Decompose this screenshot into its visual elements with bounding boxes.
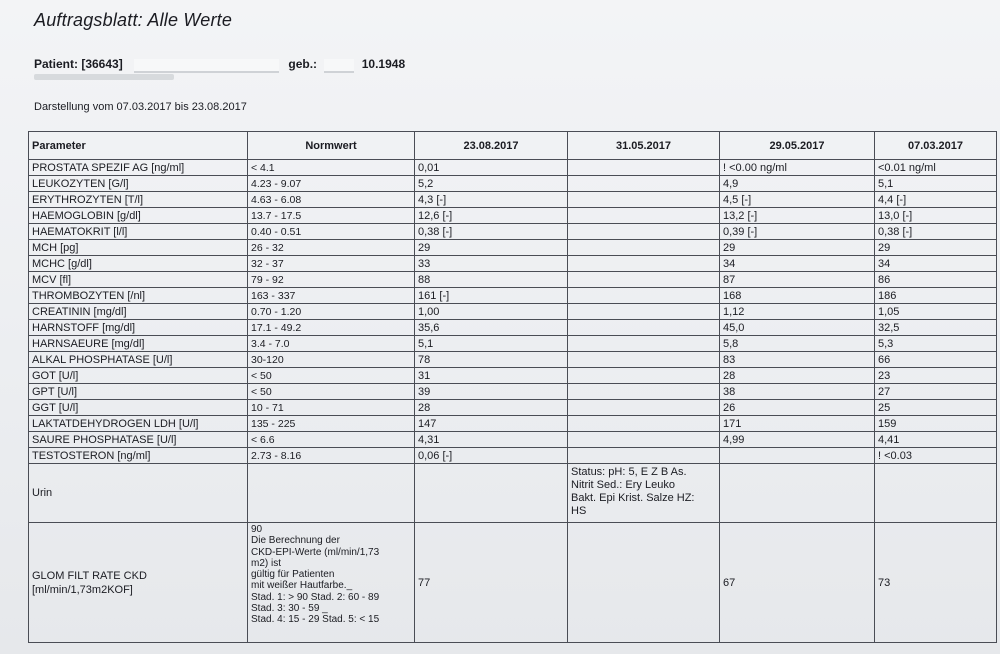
header-date-3: 29.05.2017: [720, 132, 875, 160]
value-cell: 13,0 [-]: [875, 208, 997, 224]
parameter-cell: HAEMOGLOBIN [g/dl]: [29, 208, 248, 224]
parameter-cell-gfr: [29, 523, 248, 643]
header-parameter: Parameter: [29, 132, 248, 160]
value-cell: 4,5 [-]: [720, 192, 875, 208]
redacted-dob-day: [324, 59, 354, 71]
norm-cell: 163 - 337: [248, 288, 415, 304]
value-cell: 0,38 [-]: [415, 224, 568, 240]
value-cell: 38: [720, 384, 875, 400]
header-date-1: 23.08.2017: [415, 132, 568, 160]
value-cell-urin: [720, 464, 875, 523]
norm-cell: < 50: [248, 368, 415, 384]
value-cell: [568, 336, 720, 352]
value-cell: 66: [875, 352, 997, 368]
urin-status-line: Status: pH: 5, E Z B As.: [571, 466, 687, 478]
value-cell: [568, 400, 720, 416]
parameter-cell: MCH [pg]: [29, 240, 248, 256]
patient-label: Patient: [36643]: [34, 57, 123, 71]
value-cell: 28: [720, 368, 875, 384]
value-cell: 33: [415, 256, 568, 272]
value-cell: [568, 272, 720, 288]
value-cell: 31: [415, 368, 568, 384]
value-cell: 78: [415, 352, 568, 368]
norm-cell: 0.70 - 1.20: [248, 304, 415, 320]
value-cell: 4,9: [720, 176, 875, 192]
norm-cell: 4.63 - 6.08: [248, 192, 415, 208]
parameter-cell: LAKTATDEHYDROGEN LDH [U/l]: [29, 416, 248, 432]
gfr-note-line: m2) ist: [251, 557, 281, 569]
table-row: [29, 160, 997, 176]
urin-status-cell: [568, 464, 720, 523]
page-title: Auftragsblatt: Alle Werte: [34, 10, 233, 30]
lab-results-table: [28, 131, 997, 643]
value-cell: 83: [720, 352, 875, 368]
value-cell: 26: [720, 400, 875, 416]
gfr-label-line: [ml/min/1,73m2KOF]: [32, 583, 133, 596]
gfr-note-line: CKD-EPI-Werte (ml/min/1,73: [251, 546, 380, 558]
value-cell: 34: [875, 256, 997, 272]
value-cell: 168: [720, 288, 875, 304]
value-cell: 0,01: [415, 160, 568, 176]
value-cell: 5,1: [415, 336, 568, 352]
urin-status-line: Nitrit Sed.: Ery Leuko: [571, 479, 675, 491]
parameter-cell: ALKAL PHOSPHATASE [U/l]: [29, 352, 248, 368]
table-row: [29, 448, 997, 464]
value-cell: 45,0: [720, 320, 875, 336]
value-cell: 87: [720, 272, 875, 288]
table-row: [29, 384, 997, 400]
header-date-2: 31.05.2017: [568, 132, 720, 160]
value-cell: 5,2: [415, 176, 568, 192]
value-cell: 0,06 [-]: [415, 448, 568, 464]
header-normwert: Normwert: [248, 132, 415, 160]
parameter-cell: HAEMATOKRIT [l/l]: [29, 224, 248, 240]
value-cell-gfr: 77: [415, 523, 568, 643]
value-cell: 86: [875, 272, 997, 288]
norm-cell: 4.23 - 9.07: [248, 176, 415, 192]
table-row-gfr: [29, 523, 997, 643]
value-cell: 88: [415, 272, 568, 288]
parameter-cell: SAURE PHOSPHATASE [U/l]: [29, 432, 248, 448]
redacted-address: [34, 74, 174, 80]
value-cell: [568, 240, 720, 256]
value-cell: ! <0.03: [875, 448, 997, 464]
value-cell: 4,4 [-]: [875, 192, 997, 208]
norm-cell: 135 - 225: [248, 416, 415, 432]
parameter-cell: HARNSAEURE [mg/dl]: [29, 336, 248, 352]
parameter-cell: HARNSTOFF [mg/dl]: [29, 320, 248, 336]
gfr-note-line: Stad. 3: 30 - 59 _: [251, 603, 328, 615]
value-cell: 161 [-]: [415, 288, 568, 304]
norm-cell-urin: [248, 464, 415, 523]
table-row: [29, 176, 997, 192]
gfr-note-line: Stad. 1: > 90 Stad. 2: 60 - 89: [251, 591, 380, 603]
table-row-urin: [29, 464, 997, 523]
value-cell: [568, 208, 720, 224]
parameter-cell: TESTOSTERON [ng/ml]: [29, 448, 248, 464]
table-row: [29, 416, 997, 432]
norm-cell: 3.4 - 7.0: [248, 336, 415, 352]
value-cell: 32,5: [875, 320, 997, 336]
value-cell-gfr: 67: [720, 523, 875, 643]
value-cell: 23: [875, 368, 997, 384]
table-row: [29, 304, 997, 320]
value-cell: 39: [415, 384, 568, 400]
norm-cell: < 6.6: [248, 432, 415, 448]
value-cell: 159: [875, 416, 997, 432]
norm-cell: 13.7 - 17.5: [248, 208, 415, 224]
value-cell: [568, 288, 720, 304]
table-row: [29, 272, 997, 288]
table-row: [29, 288, 997, 304]
table-row: [29, 368, 997, 384]
gfr-label-line: GLOM FILT RATE CKD: [32, 569, 147, 582]
table-row: [29, 208, 997, 224]
value-cell: [568, 352, 720, 368]
norm-cell: 2.73 - 8.16: [248, 448, 415, 464]
value-cell: 4,31: [415, 432, 568, 448]
value-cell: [568, 224, 720, 240]
gfr-note-line: gültig für Patienten: [251, 569, 335, 581]
value-cell: 28: [415, 400, 568, 416]
value-cell: [720, 448, 875, 464]
table-row: [29, 192, 997, 208]
parameter-cell: GOT [U/l]: [29, 368, 248, 384]
table-row: [29, 320, 997, 336]
value-cell: ! <0.00 ng/ml: [720, 160, 875, 176]
value-cell: 0,39 [-]: [720, 224, 875, 240]
value-cell: 186: [875, 288, 997, 304]
norm-cell: 30-120: [248, 352, 415, 368]
parameter-cell: GPT [U/l]: [29, 384, 248, 400]
urin-status-line: HS: [571, 505, 587, 517]
value-cell-urin: [415, 464, 568, 523]
value-cell: 1,12: [720, 304, 875, 320]
value-cell: 25: [875, 400, 997, 416]
value-cell: 4,41: [875, 432, 997, 448]
parameter-cell: CREATININ [mg/dl]: [29, 304, 248, 320]
norm-cell: 32 - 37: [248, 256, 415, 272]
value-cell: [568, 320, 720, 336]
value-cell: [568, 160, 720, 176]
value-cell: 13,2 [-]: [720, 208, 875, 224]
table-row: [29, 256, 997, 272]
value-cell-gfr: 73: [875, 523, 997, 643]
norm-cell: 0.40 - 0.51: [248, 224, 415, 240]
norm-cell: 10 - 71: [248, 400, 415, 416]
norm-cell: 26 - 32: [248, 240, 415, 256]
parameter-cell: GGT [U/l]: [29, 400, 248, 416]
value-cell: 29: [875, 240, 997, 256]
value-cell: 4,99: [720, 432, 875, 448]
table-row: [29, 352, 997, 368]
norm-cell: 17.1 - 49.2: [248, 320, 415, 336]
patient-line: [34, 57, 405, 71]
dob-label: geb.:: [288, 57, 318, 71]
parameter-cell: LEUKOZYTEN [G/l]: [29, 176, 248, 192]
value-cell-urin: [875, 464, 997, 523]
value-cell: 1,05: [875, 304, 997, 320]
value-cell: [568, 368, 720, 384]
parameter-cell: MCHC [g/dl]: [29, 256, 248, 272]
urin-status-line: Bakt. Epi Krist. Salze HZ:: [571, 492, 695, 504]
gfr-note-line: Stad. 4: 15 - 29 Stad. 5: < 15: [251, 614, 380, 626]
value-cell: [568, 384, 720, 400]
parameter-cell: ERYTHROZYTEN [T/l]: [29, 192, 248, 208]
norm-cell: 79 - 92: [248, 272, 415, 288]
value-cell: [568, 448, 720, 464]
gfr-note-line: 90: [251, 524, 263, 535]
table-row: [29, 224, 997, 240]
value-cell: 34: [720, 256, 875, 272]
value-cell: 171: [720, 416, 875, 432]
norm-cell: < 4.1: [248, 160, 415, 176]
norm-cell: < 50: [248, 384, 415, 400]
table-header-row: [29, 132, 997, 160]
redacted-name: [134, 59, 279, 71]
table-row: [29, 240, 997, 256]
header-date-4: 07.03.2017: [875, 132, 997, 160]
gfr-note-line: Die Berechnung der: [251, 535, 340, 547]
table-row: [29, 336, 997, 352]
value-cell: [568, 192, 720, 208]
value-cell: 4,3 [-]: [415, 192, 568, 208]
value-cell: 27: [875, 384, 997, 400]
gfr-note-line: mit weißer Hautfarbe._: [251, 580, 353, 592]
value-cell: 0,38 [-]: [875, 224, 997, 240]
value-cell: [568, 416, 720, 432]
date-range-text: Darstellung vom 07.03.2017 bis 23.08.2017: [34, 101, 247, 113]
parameter-cell-urin: Urin: [29, 464, 248, 523]
norm-cell-gfr: [248, 523, 415, 643]
value-cell: 5,1: [875, 176, 997, 192]
table-row: [29, 432, 997, 448]
table-row: [29, 400, 997, 416]
value-cell: 147: [415, 416, 568, 432]
dob-value: 10.1948: [361, 57, 406, 71]
value-cell: 29: [720, 240, 875, 256]
value-cell: 1,00: [415, 304, 568, 320]
value-cell: [568, 256, 720, 272]
parameter-cell: MCV [fl]: [29, 272, 248, 288]
value-cell: 12,6 [-]: [415, 208, 568, 224]
parameter-cell: THROMBOZYTEN [/nl]: [29, 288, 248, 304]
parameter-cell: PROSTATA SPEZIF AG [ng/ml]: [29, 160, 248, 176]
value-cell: [568, 432, 720, 448]
value-cell: 5,3: [875, 336, 997, 352]
value-cell-gfr: [568, 523, 720, 643]
value-cell: 5,8: [720, 336, 875, 352]
value-cell: 29: [415, 240, 568, 256]
value-cell: <0.01 ng/ml: [875, 160, 997, 176]
value-cell: [568, 304, 720, 320]
value-cell: 35,6: [415, 320, 568, 336]
value-cell: [568, 176, 720, 192]
